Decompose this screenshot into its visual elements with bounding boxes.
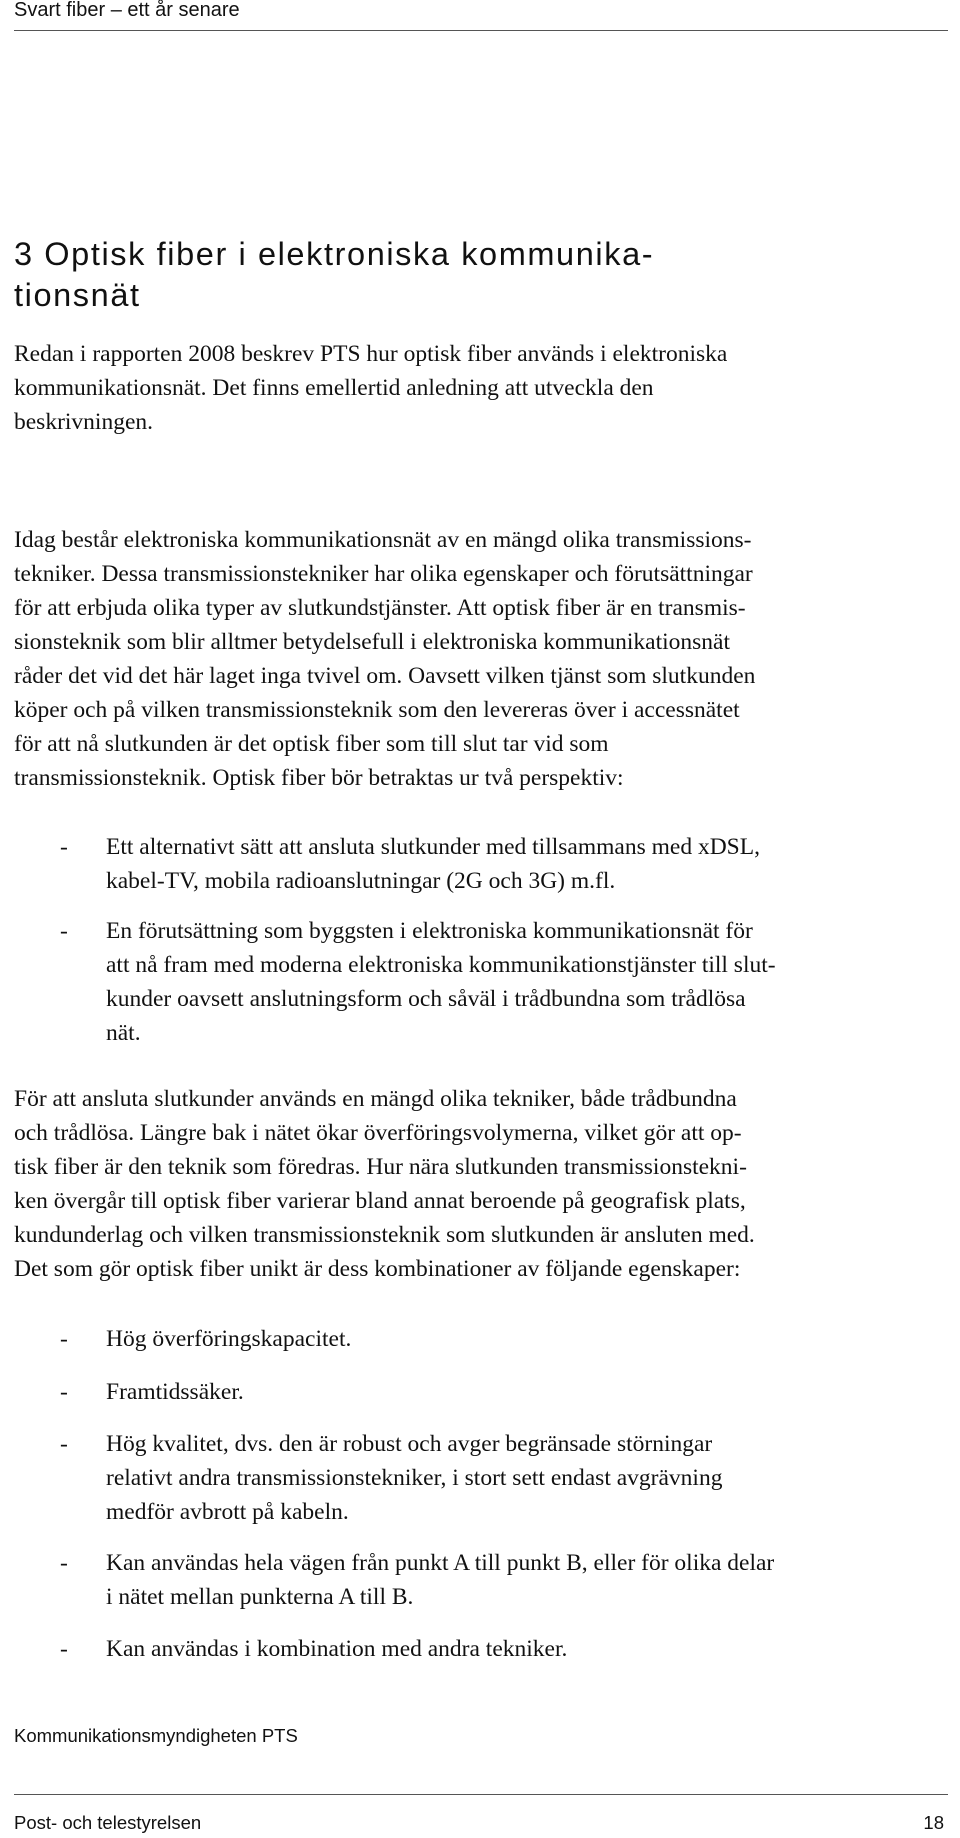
paragraph-intro (14, 337, 944, 439)
text-line: att nå fram med moderna elektroniska kommunikationstjänster till slut- (106, 952, 776, 978)
text-line: Kan användas hela vägen från punkt A till punkt B, eller för olika delar (106, 1550, 775, 1576)
chapter-title (14, 234, 934, 316)
list-dash: - (60, 834, 68, 860)
list-dash: - (60, 918, 68, 944)
chapter-title-line: 3 Optisk fiber i elektroniska kommunika- (14, 236, 655, 272)
list-dash: - (60, 1636, 68, 1662)
text-line: Ett alternativt sätt att ansluta slutkunder med tillsammans med xDSL, (106, 834, 760, 860)
paragraph-properties (14, 1082, 944, 1286)
text-line: kundunderlag och vilken transmissionsteknik som slutkunden är ansluten med. (14, 1222, 755, 1248)
list-dash: - (60, 1326, 68, 1352)
list-item-text (106, 1546, 956, 1614)
text-line: Redan i rapporten 2008 beskrev PTS hur optisk fiber används i elektroniska (14, 341, 728, 367)
text-line: Det som gör optisk fiber unikt är dess kombinationer av följande egenskaper: (14, 1256, 741, 1282)
text-line: transmissionsteknik. Optisk fiber bör betraktas ur två perspektiv: (14, 765, 624, 791)
text-line: ken övergår till optisk fiber varierar bland annat beroende på geografisk plats, (14, 1188, 746, 1214)
list-item-text (106, 1322, 956, 1356)
footer-divider (14, 1794, 948, 1795)
text-line: kommunikationsnät. Det finns emellertid anledning att utveckla den (14, 375, 654, 401)
running-title: Svart fiber – ett år senare (14, 0, 240, 21)
text-line: En förutsättning som byggsten i elektroniska kommunikationsnät för (106, 918, 753, 944)
text-line: för att erbjuda olika typer av slutkundstjänster. Att optisk fiber är en transmis- (14, 595, 746, 621)
text-line: i nätet mellan punkterna A till B. (106, 1584, 414, 1610)
text-line: Framtidssäker. (106, 1379, 244, 1405)
text-line: Hög överföringskapacitet. (106, 1326, 352, 1352)
text-line: köper och på vilken transmissionsteknik som den levereras över i accessnätet (14, 697, 740, 723)
text-line: kunder oavsett anslutningsform och såväl i trådbundna som trådlösa (106, 986, 746, 1012)
text-line: Kan användas i kombination med andra tekniker. (106, 1636, 568, 1662)
text-line: för att nå slutkunden är det optisk fiber som till slut tar vid som (14, 731, 609, 757)
text-line: För att ansluta slutkunder används en mängd olika tekniker, både trådbundna (14, 1086, 737, 1112)
running-header (14, 0, 948, 31)
text-line: nät. (106, 1020, 141, 1046)
text-line: kabel-TV, mobila radioanslutningar (2G och 3G) m.fl. (106, 868, 616, 894)
list-item-text (106, 1375, 956, 1409)
footer-organization: Kommunikationsmyndigheten PTS (14, 1725, 298, 1746)
text-line: tisk fiber är den teknik som föredras. Hur nära slutkunden transmissionstekni- (14, 1154, 747, 1180)
list-item-text (106, 1427, 956, 1529)
chapter-title-line: tionsnät (14, 277, 141, 313)
text-line: tekniker. Dessa transmissionstekniker har olika egenskaper och förutsättningar (14, 561, 753, 587)
text-line: medför avbrott på kabeln. (106, 1499, 349, 1525)
list-item-text (106, 914, 956, 1050)
list-dash: - (60, 1431, 68, 1457)
paragraph-transmission (14, 523, 944, 795)
footer-publisher: Post- och telestyrelsen (14, 1812, 202, 1833)
text-line: råder det vid det här laget inga tvivel om. Oavsett vilken tjänst som slutkunden (14, 663, 756, 689)
text-line: och trådlösa. Längre bak i nätet ökar överföringsvolymerna, vilket gör att op- (14, 1120, 742, 1146)
text-line: sionsteknik som blir alltmer betydelsefull i elektroniska kommunikationsnät (14, 629, 730, 655)
text-line: beskrivningen. (14, 409, 154, 435)
text-line: relativt andra transmissionstekniker, i stort sett endast avgrävning (106, 1465, 723, 1491)
list-dash: - (60, 1550, 68, 1576)
list-dash: - (60, 1379, 68, 1405)
page-number: 18 (923, 1812, 944, 1833)
list-item-text (106, 1632, 956, 1666)
text-line: Hög kvalitet, dvs. den är robust och avger begränsade störningar (106, 1431, 713, 1457)
text-line: Idag består elektroniska kommunikationsnät av en mängd olika transmissions- (14, 527, 752, 553)
list-item-text (106, 830, 956, 898)
